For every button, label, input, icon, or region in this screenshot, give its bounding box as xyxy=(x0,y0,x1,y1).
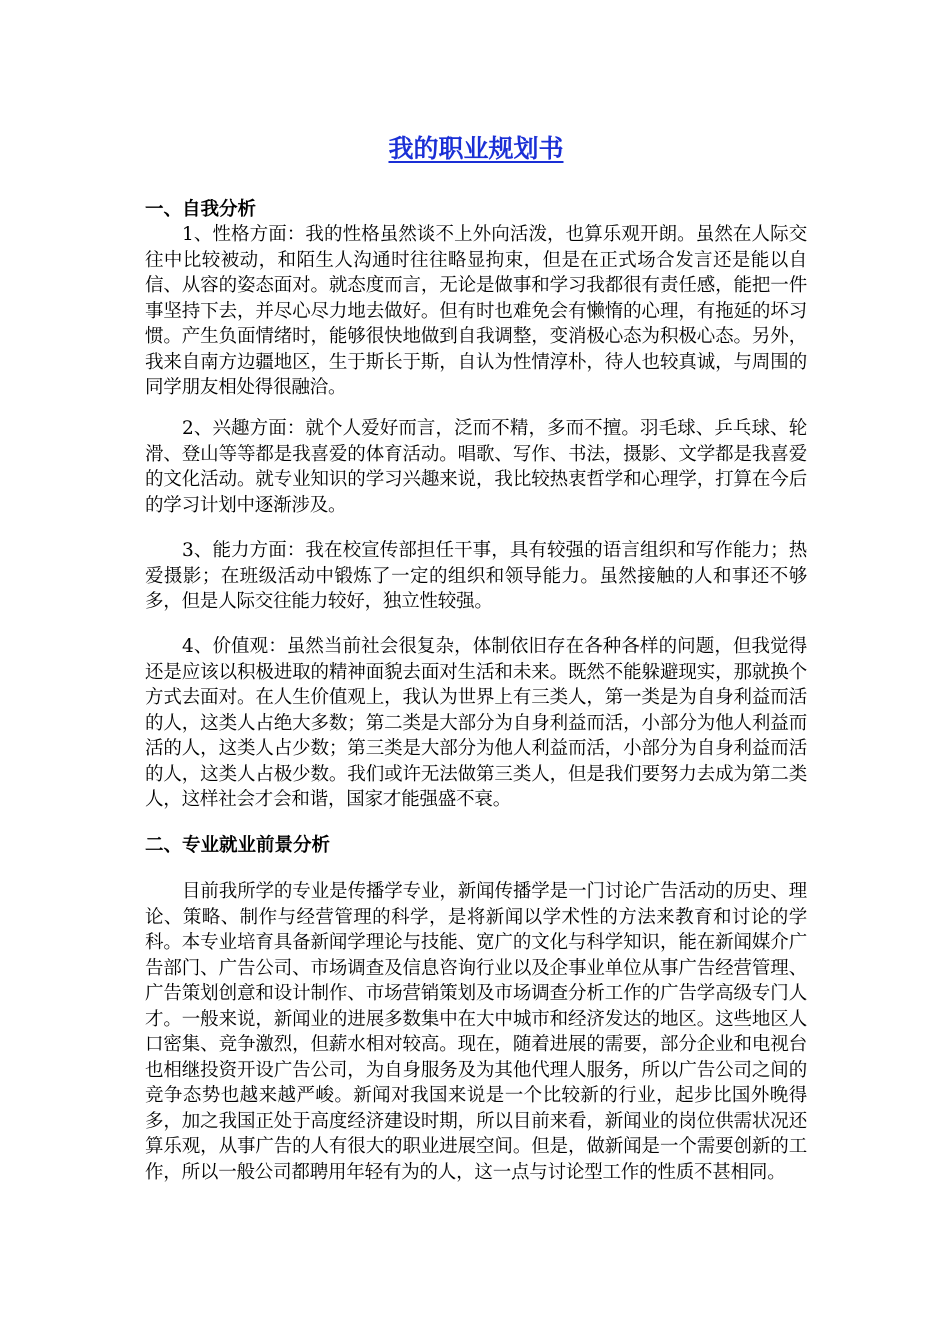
paragraph-personality: 1、性格方面：我的性格虽然谈不上外向活泼，也算乐观开朗。虽然在人际交往中比较被动，和陌生人沟通时往往略显拘束，但是在正式场合发言还是能以自信、从容的姿态面对。就态度而言，无论是做事和学习我都很有责任感，能把一件事坚持下去，并尽心尽力地去做好。但有时也难免会有懒惰的心理，有拖延的坏习惯。产生负面情绪时，能够很快地做到自我调整，变消极心态为积极心态。另外，我来自南方边疆地区，生于斯长于斯，自认为性情淳朴，待人也较真诚，与周围的同学朋友相处得很融洽。 xyxy=(145,224,807,398)
paragraph-interests: 2、兴趣方面：就个人爱好而言，泛而不精，多而不擅。羽毛球、乒乓球、轮滑、登山等等都是我喜爱的体育活动。唱歌、写作、书法，摄影、文学都是我喜爱的文化活动。就专业知识的学习兴趣来说，我比较热衷哲学和心理学，打算在今后的学习计划中逐渐涉及。 xyxy=(145,418,807,516)
paragraph-values: 4、价值观：虽然当前社会很复杂，体制依旧存在各种各样的问题，但我觉得还是应该以积极进取的精神面貌去面对生活和未来。既然不能躲避现实，那就换个方式去面对。在人生价值观上，我认为世界上有三类人，第一类是为自身利益而活的人，这类人占绝大多数；第二类是大部分为自身利益而活，小部分为他人利益而活的人，这类人占少数；第三类是大部分为他人利益而活，小部分为自身利益而活的人，这类人占极少数。我们或许无法做第三类人，但是我们要努力去成为第二类人，这样社会才会和谐，国家才能强盛不衰。 xyxy=(145,636,807,810)
paragraph-abilities: 3、能力方面：我在校宣传部担任干事，具有较强的语言组织和写作能力；热爱摄影；在班级活动中锻炼了一定的组织和领导能力。虽然接触的人和事还不够多，但是人际交往能力较好，独立性较强。 xyxy=(145,540,807,612)
paragraph-major-prospects: 目前我所学的专业是传播学专业，新闻传播学是一门讨论广告活动的历史、理论、策略、制作与经营管理的科学，是将新闻以学术性的方法来教育和讨论的学科。本专业培育具备新闻学理论与技能、宽广的文化与科学知识，能在新闻媒介广告部门、广告公司、市场调查及信息咨询行业以及企事业单位从事广告经营管理、广告策划创意和设计制作、市场营销策划及市场调查分析工作的广告学高级专门人才。一般来说，新闻业的进展多数集中在大中城市和经济发达的地区。这些地区人口密集、竞争激烈，但薪水相对较高。现在，随着进展的需要，部分企业和电视台也相继投资开设广告公司，为自身服务及为其他代理人服务，所以广告公司之间的竞争态势也越来越严峻。新闻对我国来说是一个比较新的行业，起步比国外晚得多，加之我国正处于高度经济建设时期，所以目前来看，新闻业的岗位供需状况还算乐观，从事广告的人有很大的职业进展空间。但是，做新闻是一个需要创新的工作，所以一般公司都聘用年轻有为的人，这一点与讨论型工作的性质不甚相同。 xyxy=(145,881,807,1183)
section-heading-career-prospects: 二、专业就业前景分析 xyxy=(145,835,331,856)
document-title: 我的职业规划书 xyxy=(388,134,564,163)
section-heading-self-analysis: 一、自我分析 xyxy=(145,199,257,220)
